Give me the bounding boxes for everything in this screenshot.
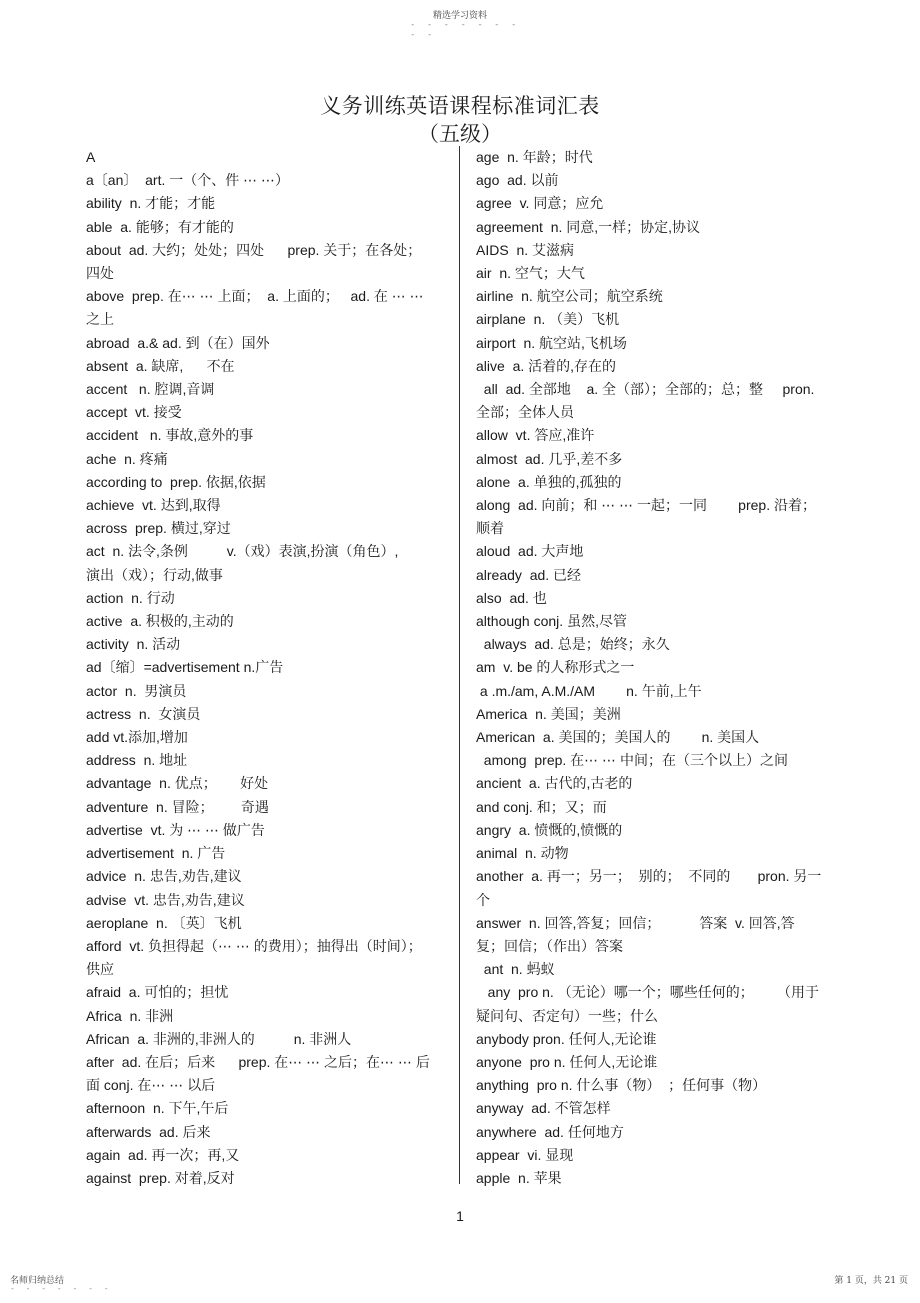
vocab-line: another a. 再一；另一； 别的； 不同的 pron. 另一 — [476, 868, 822, 885]
footer-left-dashes: - - - - - - - — [10, 1284, 112, 1293]
vocab-line: ache n. 疼痛 — [86, 450, 168, 467]
vocab-line: appear vi. 显现 — [476, 1146, 574, 1163]
vocab-line: A — [86, 149, 96, 165]
vocab-line: after ad. 在后；后来 prep. 在⋯ ⋯ 之后；在⋯ ⋯ 后 — [86, 1053, 430, 1070]
vocab-line: anybody pron. 任何人,无论谁 — [476, 1030, 657, 1047]
vocab-line: 演出（戏）；行动,做事 — [86, 566, 223, 583]
header-note: 精选学习资料 — [432, 11, 487, 21]
vocab-line: and conj. 和；又；而 — [476, 798, 607, 815]
vocab-line: achieve vt. 达到,取得 — [86, 497, 221, 514]
vocab-line: 个 — [476, 891, 490, 908]
vocab-line: 之上 — [86, 311, 114, 328]
vocab-line: although conj. 虽然,尽管 — [476, 613, 627, 630]
vocab-line: advice n. 忠告,劝告,建议 — [86, 868, 242, 885]
vocab-line: anything pro n. 什么事（物） ；任何事（物） — [476, 1077, 767, 1094]
vocab-line: afford vt. 负担得起（⋯ ⋯ 的费用）；抽得出（时间）； — [86, 937, 422, 954]
document-title: 义务训练英语课程标准词汇表 — [320, 94, 600, 118]
vocab-line: adventure n. 冒险； 奇遇 — [86, 798, 269, 815]
vocab-line: advise vt. 忠告,劝告,建议 — [86, 891, 245, 908]
vocab-line: accident n. 事故,意外的事 — [86, 427, 254, 444]
vocab-line: aloud ad. 大声地 — [476, 543, 584, 560]
vocab-line: about ad. 大约；处处；四处 prep. 关于；在各处； — [86, 241, 422, 258]
vocab-line: am v. be 的人称形式之一 — [476, 659, 635, 676]
vocab-line: a〔an〕 art. 一（个、件 ⋯ ⋯） — [86, 172, 290, 189]
document-subtitle: （五级） — [418, 122, 502, 146]
vocab-line: airport n. 航空站,飞机场 — [476, 334, 627, 351]
vocab-line: airline n. 航空公司；航空系统 — [476, 288, 663, 305]
vocab-line: almost ad. 几乎,差不多 — [476, 450, 623, 467]
vocab-line: air n. 空气；大气 — [476, 265, 585, 282]
vocab-line: answer n. 回答,答复；回信； 答案 v. 回答,答 — [476, 914, 795, 931]
vocab-line: 复；回信；（作出）答案 — [476, 937, 623, 954]
vocab-line: advertisement n. 广告 — [86, 845, 226, 862]
vocab-line: add vt.添加,增加 — [86, 729, 188, 746]
vocab-line: action n. 行动 — [86, 589, 175, 606]
vocab-line: across prep. 横过,穿过 — [86, 520, 231, 537]
vocab-line: advantage n. 优点； 好处 — [86, 775, 269, 792]
vocab-line: American a. 美国的；美国人的 n. 美国人 — [476, 729, 760, 746]
vocab-line: 顺着 — [476, 520, 504, 537]
vocab-line: afternoon n. 下午,午后 — [86, 1100, 229, 1117]
vocab-line: alive a. 活着的,存在的 — [476, 357, 617, 374]
vocab-line: 全部；全体人员 — [476, 404, 574, 421]
header-dashes: - - - - - - - - - — [410, 20, 520, 40]
vocab-line: ant n. 蚂蚁 — [476, 961, 555, 978]
vocab-line: actress n. 女演员 — [86, 705, 201, 722]
vocab-line: agree v. 同意；应允 — [476, 195, 604, 212]
vocab-line: always ad. 总是；始终；永久 — [476, 636, 670, 653]
vocab-line: AIDS n. 艾滋病 — [476, 241, 575, 258]
vocab-line: active a. 积极的,主动的 — [86, 613, 234, 630]
vocab-line: agreement n. 同意,一样；协定,协议 — [476, 218, 701, 235]
vocab-line: allow vt. 答应,准许 — [476, 427, 595, 444]
vocab-line: 四处 — [86, 265, 114, 282]
vocab-line: America n. 美国；美洲 — [476, 705, 621, 722]
vocab-line: 面 conj. 在⋯ ⋯ 以后 — [86, 1077, 216, 1094]
vocab-line: able a. 能够；有才能的 — [86, 218, 234, 235]
vocab-line: angry a. 愤慨的,愤慨的 — [476, 821, 623, 838]
page-number: 1 — [456, 1208, 464, 1224]
vocab-line: airplane n. （美）飞机 — [476, 311, 620, 328]
vocab-line: age n. 年龄；时代 — [476, 149, 593, 165]
vocab-line: apple n. 苹果 — [476, 1169, 562, 1186]
vocab-line: above prep. 在⋯ ⋯ 上面； a. 上面的； ad. 在 ⋯ ⋯ — [86, 288, 424, 305]
vocab-line: also ad. 也 — [476, 589, 547, 606]
vocab-line: accent n. 腔调,音调 — [86, 381, 215, 398]
vocab-line: absent a. 缺席, 不在 — [86, 357, 235, 374]
vocab-line: advertise vt. 为 ⋯ ⋯ 做广告 — [86, 821, 265, 838]
footer-page-count: 第 1 页，共 21 页 — [834, 1276, 908, 1286]
footer-left-note: 名师归纳总结 — [10, 1276, 65, 1286]
vocab-line: already ad. 已经 — [476, 566, 582, 583]
vocab-line: anywhere ad. 任何地方 — [476, 1123, 624, 1140]
vocab-line: according to prep. 依据,依据 — [86, 473, 266, 490]
vocab-line: alone a. 单独的,孤独的 — [476, 473, 622, 490]
vocab-line: against prep. 对着,反对 — [86, 1169, 235, 1186]
vocab-line: any pro n. （无论）哪一个；哪些任何的； （用于 — [476, 984, 820, 1001]
vocab-line: act n. 法令,条例 v.（戏）表演,扮演（角色）, — [86, 543, 399, 560]
vocab-line: accept vt. 接受 — [86, 404, 182, 421]
vocab-line: afterwards ad. 后来 — [86, 1123, 211, 1140]
vocab-line: activity n. 活动 — [86, 636, 181, 653]
column-divider — [459, 146, 460, 1184]
vocab-line: address n. 地址 — [86, 752, 188, 769]
vocab-line: ancient a. 古代的,古老的 — [476, 775, 633, 792]
vocab-line: along ad. 向前；和 ⋯ ⋯ 一起；一同 prep. 沿着； — [476, 497, 816, 514]
vocab-line: anyone pro n. 任何人,无论谁 — [476, 1053, 658, 1070]
vocab-line: among prep. 在⋯ ⋯ 中间；在（三个以上）之间 — [476, 752, 788, 769]
vocab-line: actor n. 男演员 — [86, 682, 187, 699]
left-column — [86, 146, 438, 1190]
vocab-line: abroad a.& ad. 到（在）国外 — [86, 334, 270, 351]
vocab-line: African a. 非洲的,非洲人的 n. 非洲人 — [86, 1030, 352, 1047]
right-column — [476, 146, 828, 1190]
vocab-line: aeroplane n. 〔英〕飞机 — [86, 914, 242, 931]
vocab-line: anyway ad. 不管怎样 — [476, 1100, 611, 1117]
vocab-line: animal n. 动物 — [476, 845, 569, 862]
vocab-line: again ad. 再一次；再,又 — [86, 1146, 240, 1163]
vocab-line: ability n. 才能；才能 — [86, 195, 216, 212]
vocab-line: afraid a. 可怕的；担忧 — [86, 984, 229, 1001]
vocab-line: Africa n. 非洲 — [86, 1007, 174, 1024]
vocab-line: a .m./am, A.M./AM n. 午前,上午 — [476, 682, 702, 699]
vocab-line: ago ad. 以前 — [476, 172, 559, 189]
vocab-line: 疑问句、否定句）一些；什么 — [476, 1007, 658, 1024]
vocab-line: 供应 — [86, 961, 114, 978]
vocab-line: ad〔缩〕=advertisement n.广告 — [86, 659, 284, 676]
vocab-line: all ad. 全部地 a. 全（部）；全部的；总；整 pron. — [476, 381, 815, 398]
